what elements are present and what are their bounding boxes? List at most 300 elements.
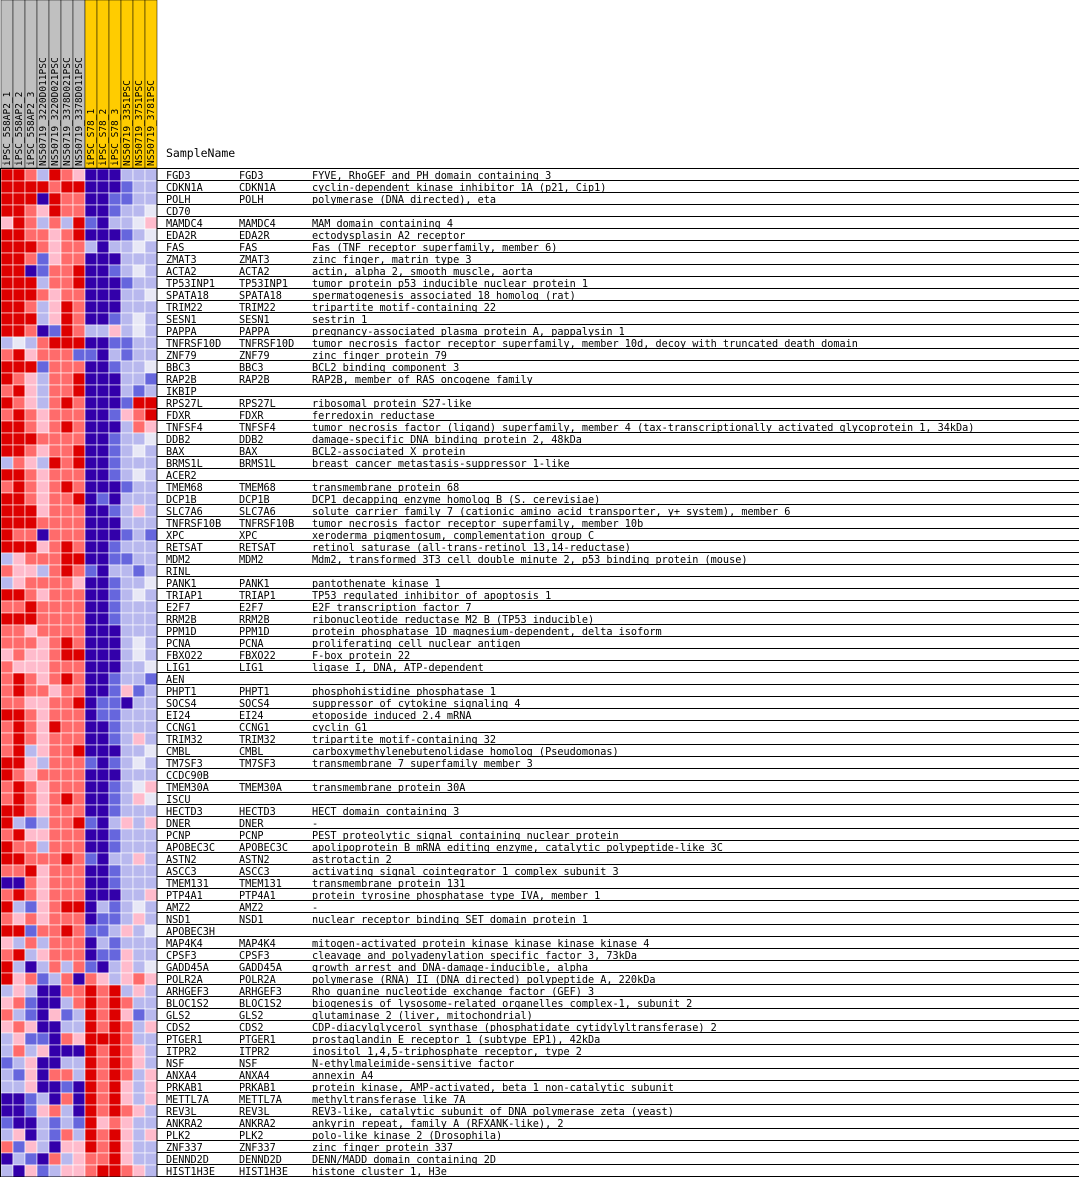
heatmap-cell bbox=[61, 625, 73, 637]
gene-description: PEST proteolytic signal containing nuclear protein bbox=[312, 831, 619, 842]
heatmap-cell bbox=[121, 589, 133, 601]
heatmap-cell bbox=[85, 421, 97, 433]
gene-description: Mdm2, transformed 3T3 cell double minute 2, p53 binding protein (mouse) bbox=[312, 555, 748, 566]
heatmap-cell bbox=[85, 217, 97, 229]
heatmap-cell bbox=[25, 1129, 37, 1141]
heatmap-cell bbox=[85, 937, 97, 949]
heatmap-cell bbox=[145, 709, 157, 721]
heatmap-cell bbox=[1, 541, 13, 553]
heatmap-cell bbox=[61, 337, 73, 349]
heatmap-cell bbox=[61, 1081, 73, 1093]
gene-description: proliferating cell nuclear antigen bbox=[312, 639, 521, 650]
heatmap-cell bbox=[145, 517, 157, 529]
heatmap-cell bbox=[13, 241, 25, 253]
heatmap-cell bbox=[109, 709, 121, 721]
heatmap-cell bbox=[61, 877, 73, 889]
heatmap-cell bbox=[145, 457, 157, 469]
heatmap-cell bbox=[85, 493, 97, 505]
heatmap-cell bbox=[25, 637, 37, 649]
heatmap-cell bbox=[73, 229, 85, 241]
heatmap-cell bbox=[37, 853, 49, 865]
heatmap-cell bbox=[133, 253, 145, 265]
heatmap-cell bbox=[121, 685, 133, 697]
heatmap-cell bbox=[13, 889, 25, 901]
heatmap-cell bbox=[61, 901, 73, 913]
heatmap-cell bbox=[37, 565, 49, 577]
heatmap-cell bbox=[61, 637, 73, 649]
heatmap-cell bbox=[13, 913, 25, 925]
heatmap-cell bbox=[1, 493, 13, 505]
heatmap-cell bbox=[1, 241, 13, 253]
heatmap-cell bbox=[1, 949, 13, 961]
heatmap-cell bbox=[121, 901, 133, 913]
gene-symbol: TNFRSF10D bbox=[166, 339, 222, 350]
heatmap-cell bbox=[1, 877, 13, 889]
gene-symbol: IKBIP bbox=[166, 387, 197, 398]
heatmap-cell bbox=[13, 313, 25, 325]
heatmap-cell bbox=[25, 277, 37, 289]
heatmap-cell bbox=[85, 469, 97, 481]
heatmap-cell bbox=[61, 985, 73, 997]
heatmap-cell bbox=[121, 1153, 133, 1165]
heatmap-cell bbox=[13, 397, 25, 409]
heatmap-cell bbox=[109, 577, 121, 589]
gene-description: cleavage and polyadenylation specific factor 3, 73kDa bbox=[312, 951, 638, 962]
heatmap-cell bbox=[109, 457, 121, 469]
heatmap-cell bbox=[145, 277, 157, 289]
gene-id: NSD1 bbox=[239, 915, 264, 926]
gene-description: tripartite motif-containing 32 bbox=[312, 735, 497, 746]
heatmap-cell bbox=[133, 805, 145, 817]
heatmap-cell bbox=[121, 925, 133, 937]
heatmap-cell bbox=[13, 361, 25, 373]
heatmap-cell bbox=[73, 805, 85, 817]
heatmap-cell bbox=[13, 985, 25, 997]
heatmap-cell bbox=[85, 685, 97, 697]
heatmap-cell bbox=[37, 985, 49, 997]
heatmap-cell bbox=[109, 901, 121, 913]
heatmap-cell bbox=[61, 565, 73, 577]
heatmap-cell bbox=[25, 769, 37, 781]
heatmap-cell bbox=[37, 553, 49, 565]
heatmap-cell bbox=[145, 1081, 157, 1093]
heatmap-cell bbox=[145, 1153, 157, 1165]
gene-description: methyltransferase like 7A bbox=[312, 1095, 466, 1106]
heatmap-cell bbox=[109, 253, 121, 265]
heatmap-cell bbox=[121, 169, 133, 181]
gene-description: damage-specific DNA binding protein 2, 48kDa bbox=[312, 435, 582, 446]
heatmap-cell bbox=[85, 853, 97, 865]
heatmap-cell bbox=[73, 841, 85, 853]
heatmap-cell bbox=[25, 241, 37, 253]
heatmap-cell bbox=[37, 1045, 49, 1057]
heatmap-cell bbox=[25, 1069, 37, 1081]
heatmap-cell bbox=[61, 577, 73, 589]
gene-id: TRIM22 bbox=[239, 303, 276, 314]
heatmap-cell bbox=[25, 805, 37, 817]
heatmap-cell bbox=[61, 169, 73, 181]
heatmap-cell bbox=[61, 481, 73, 493]
heatmap-cell bbox=[133, 901, 145, 913]
heatmap-cell bbox=[25, 829, 37, 841]
heatmap-cell bbox=[109, 865, 121, 877]
heatmap-cell bbox=[37, 637, 49, 649]
heatmap-cell bbox=[85, 1033, 97, 1045]
heatmap-cell bbox=[85, 961, 97, 973]
heatmap-cell bbox=[85, 721, 97, 733]
gene-id: DDB2 bbox=[239, 435, 264, 446]
heatmap-cell bbox=[13, 409, 25, 421]
heatmap-cell bbox=[73, 925, 85, 937]
heatmap-cell bbox=[37, 1093, 49, 1105]
heatmap-cell bbox=[109, 301, 121, 313]
gene-description: CDP-diacylglycerol synthase (phosphatidate cytidylyltransferase) 2 bbox=[312, 1023, 717, 1034]
heatmap-cell bbox=[97, 1093, 109, 1105]
heatmap-cell bbox=[1, 1093, 13, 1105]
heatmap-cell bbox=[85, 349, 97, 361]
heatmap-cell bbox=[109, 613, 121, 625]
gene-id: LIG1 bbox=[239, 663, 264, 674]
heatmap-cell bbox=[13, 529, 25, 541]
heatmap-cell bbox=[121, 997, 133, 1009]
heatmap-cell bbox=[1, 673, 13, 685]
gene-symbol: CD70 bbox=[166, 207, 191, 218]
gene-description: spermatogenesis associated 18 homolog (rat) bbox=[312, 291, 576, 302]
heatmap-cell bbox=[61, 1117, 73, 1129]
heatmap-cell bbox=[133, 265, 145, 277]
gene-id: POLH bbox=[239, 195, 264, 206]
heatmap-cell bbox=[49, 937, 61, 949]
heatmap-cell bbox=[145, 541, 157, 553]
heatmap-cell bbox=[85, 1009, 97, 1021]
gene-symbol: LIG1 bbox=[166, 663, 191, 674]
gene-id: FAS bbox=[239, 243, 258, 254]
heatmap-cell bbox=[121, 325, 133, 337]
heatmap-cell bbox=[97, 517, 109, 529]
heatmap-cell bbox=[13, 709, 25, 721]
heatmap-cell bbox=[145, 949, 157, 961]
gene-symbol: EI24 bbox=[166, 711, 191, 722]
heatmap-cell bbox=[1, 625, 13, 637]
heatmap-cell bbox=[97, 661, 109, 673]
heatmap-cell bbox=[61, 589, 73, 601]
heatmap-cell bbox=[85, 1141, 97, 1153]
heatmap-cell bbox=[13, 445, 25, 457]
heatmap-cell bbox=[49, 793, 61, 805]
heatmap-cell bbox=[73, 769, 85, 781]
heatmap-cell bbox=[109, 169, 121, 181]
heatmap-cell bbox=[109, 997, 121, 1009]
heatmap-cell bbox=[73, 181, 85, 193]
heatmap-cell bbox=[25, 889, 37, 901]
heatmap-cell bbox=[1, 469, 13, 481]
heatmap-cell bbox=[145, 769, 157, 781]
heatmap-cell bbox=[49, 1117, 61, 1129]
gene-description: astrotactin 2 bbox=[312, 855, 392, 866]
gene-symbol: ACTA2 bbox=[166, 267, 197, 278]
heatmap-cell bbox=[133, 481, 145, 493]
gene-description: N-ethylmaleimide-sensitive factor bbox=[312, 1059, 515, 1070]
heatmap-cell bbox=[145, 853, 157, 865]
heatmap-cell bbox=[97, 985, 109, 997]
heatmap-cell bbox=[73, 289, 85, 301]
heatmap-cell bbox=[61, 805, 73, 817]
heatmap-cell bbox=[61, 265, 73, 277]
heatmap-cell bbox=[1, 913, 13, 925]
gene-symbol: ARHGEF3 bbox=[166, 987, 209, 998]
heatmap-cell bbox=[121, 277, 133, 289]
heatmap-cell bbox=[97, 961, 109, 973]
heatmap-cell bbox=[133, 289, 145, 301]
heatmap-cell bbox=[97, 277, 109, 289]
gene-symbol: PTP4A1 bbox=[166, 891, 203, 902]
heatmap-cell bbox=[133, 421, 145, 433]
heatmap-cell bbox=[61, 241, 73, 253]
heatmap-cell bbox=[121, 217, 133, 229]
heatmap-cell bbox=[25, 1057, 37, 1069]
heatmap-cell bbox=[25, 349, 37, 361]
heatmap-cell bbox=[37, 217, 49, 229]
heatmap-cell bbox=[1, 805, 13, 817]
gene-symbol: RAP2B bbox=[166, 375, 197, 386]
heatmap-cell bbox=[145, 1009, 157, 1021]
heatmap-cell bbox=[109, 817, 121, 829]
gene-symbol: TP53INP1 bbox=[166, 279, 216, 290]
heatmap-cell bbox=[25, 373, 37, 385]
heatmap-cell bbox=[25, 253, 37, 265]
heatmap-cell bbox=[13, 205, 25, 217]
heatmap-cell bbox=[85, 697, 97, 709]
gene-symbol: APOBEC3C bbox=[166, 843, 216, 854]
gene-description: BCL2-associated X protein bbox=[312, 447, 466, 458]
heatmap-cell bbox=[73, 1105, 85, 1117]
heatmap-cell bbox=[37, 1033, 49, 1045]
heatmap-cell bbox=[97, 217, 109, 229]
heatmap-cell bbox=[145, 721, 157, 733]
gene-id: GLS2 bbox=[239, 1011, 264, 1022]
heatmap-cell bbox=[133, 1057, 145, 1069]
heatmap-cell bbox=[145, 1141, 157, 1153]
heatmap-cell bbox=[37, 505, 49, 517]
heatmap-cell bbox=[109, 1165, 121, 1177]
heatmap-cell bbox=[73, 517, 85, 529]
gene-description: DENN/MADD domain containing 2D bbox=[312, 1155, 497, 1166]
heatmap-cell bbox=[85, 361, 97, 373]
heatmap-cell bbox=[73, 865, 85, 877]
heatmap-cell bbox=[133, 925, 145, 937]
heatmap-cell bbox=[121, 1141, 133, 1153]
heatmap-cell bbox=[73, 193, 85, 205]
heatmap-cell bbox=[49, 949, 61, 961]
heatmap-cell bbox=[61, 1153, 73, 1165]
heatmap-cell bbox=[133, 853, 145, 865]
heatmap-cell bbox=[49, 169, 61, 181]
heatmap-cell bbox=[49, 229, 61, 241]
heatmap-cell bbox=[61, 973, 73, 985]
heatmap-cell bbox=[49, 925, 61, 937]
gene-symbol: PHPT1 bbox=[166, 687, 197, 698]
heatmap-cell bbox=[97, 997, 109, 1009]
heatmap-cell bbox=[73, 493, 85, 505]
heatmap-cell bbox=[1, 649, 13, 661]
heatmap-cell bbox=[145, 265, 157, 277]
heatmap-cell bbox=[85, 1057, 97, 1069]
heatmap-cell bbox=[73, 913, 85, 925]
heatmap-cell bbox=[109, 553, 121, 565]
heatmap-cell bbox=[97, 841, 109, 853]
heatmap-cell bbox=[133, 697, 145, 709]
heatmap-cell bbox=[49, 469, 61, 481]
gene-symbol: HECTD3 bbox=[166, 807, 203, 818]
heatmap-cell bbox=[49, 541, 61, 553]
heatmap-cell bbox=[85, 829, 97, 841]
heatmap-cell bbox=[73, 889, 85, 901]
gene-id: EDA2R bbox=[239, 231, 270, 242]
heatmap-cell bbox=[97, 781, 109, 793]
heatmap-cell bbox=[109, 745, 121, 757]
gene-id: E2F7 bbox=[239, 603, 264, 614]
gene-description: RAP2B, member of RAS oncogene family bbox=[312, 375, 533, 386]
heatmap-cell bbox=[37, 301, 49, 313]
gene-id: TRIAP1 bbox=[239, 591, 276, 602]
heatmap-cell bbox=[121, 805, 133, 817]
heatmap-cell bbox=[133, 445, 145, 457]
heatmap-cell bbox=[49, 913, 61, 925]
heatmap-cell bbox=[121, 397, 133, 409]
heatmap-cell bbox=[109, 349, 121, 361]
gene-id: RETSAT bbox=[239, 543, 276, 554]
heatmap-cell bbox=[145, 529, 157, 541]
heatmap-cell bbox=[85, 1153, 97, 1165]
heatmap-cell bbox=[61, 1045, 73, 1057]
heatmap-cell bbox=[61, 961, 73, 973]
gene-id: PPM1D bbox=[239, 627, 270, 638]
heatmap-cell bbox=[145, 1093, 157, 1105]
heatmap-cell bbox=[1, 193, 13, 205]
heatmap-cell bbox=[13, 733, 25, 745]
heatmap-cell bbox=[109, 445, 121, 457]
heatmap-cell bbox=[1, 613, 13, 625]
sample-name: NS50719_3220D021PSC bbox=[50, 57, 61, 166]
heatmap-cell bbox=[121, 1021, 133, 1033]
heatmap-cell bbox=[13, 841, 25, 853]
heatmap-cell bbox=[133, 181, 145, 193]
heatmap-cell bbox=[85, 1021, 97, 1033]
heatmap-cell bbox=[1, 481, 13, 493]
sample-header bbox=[1, 0, 157, 168]
heatmap-cell bbox=[61, 937, 73, 949]
heatmap-cell bbox=[37, 733, 49, 745]
heatmap-cell bbox=[85, 1093, 97, 1105]
heatmap-cell bbox=[145, 313, 157, 325]
heatmap-cell bbox=[97, 229, 109, 241]
heatmap-cell bbox=[109, 769, 121, 781]
heatmap-cell bbox=[25, 997, 37, 1009]
heatmap-cell bbox=[85, 793, 97, 805]
heatmap-cell bbox=[25, 961, 37, 973]
heatmap-cell bbox=[109, 1117, 121, 1129]
gene-id: APOBEC3C bbox=[239, 843, 289, 854]
heatmap-cell bbox=[97, 925, 109, 937]
gene-symbol: FDXR bbox=[166, 411, 191, 422]
heatmap-cell bbox=[85, 637, 97, 649]
heatmap-cell bbox=[145, 817, 157, 829]
gene-symbol: AEN bbox=[166, 675, 185, 686]
gene-symbol: RPS27L bbox=[166, 399, 203, 410]
heatmap-cell bbox=[85, 481, 97, 493]
heatmap-cell bbox=[13, 673, 25, 685]
gene-symbol: ANKRA2 bbox=[166, 1119, 203, 1130]
heatmap-cell bbox=[25, 409, 37, 421]
gene-description: biogenesis of lysosome-related organelles complex-1, subunit 2 bbox=[312, 999, 693, 1010]
heatmap-cell bbox=[109, 469, 121, 481]
heatmap-cell bbox=[25, 673, 37, 685]
heatmap-cell bbox=[1, 745, 13, 757]
gene-id: CDS2 bbox=[239, 1023, 264, 1034]
gene-symbol: DENND2D bbox=[166, 1155, 209, 1166]
heatmap-cell bbox=[97, 625, 109, 637]
gene-id: ASTN2 bbox=[239, 855, 270, 866]
heatmap-cell bbox=[97, 313, 109, 325]
heatmap-cell bbox=[145, 793, 157, 805]
heatmap-cell bbox=[133, 757, 145, 769]
gene-symbol: BLOC1S2 bbox=[166, 999, 209, 1010]
gene-description: cyclin G1 bbox=[312, 723, 368, 734]
heatmap-cell bbox=[13, 505, 25, 517]
heatmap-cell bbox=[13, 685, 25, 697]
heatmap-cell bbox=[145, 1105, 157, 1117]
heatmap-cell bbox=[13, 745, 25, 757]
gene-id: TNFRSF10B bbox=[239, 519, 295, 530]
heatmap-cell bbox=[37, 409, 49, 421]
heatmap-cell bbox=[73, 1033, 85, 1045]
heatmap-cell bbox=[109, 1069, 121, 1081]
heatmap-cell bbox=[61, 541, 73, 553]
heatmap-cell bbox=[73, 1057, 85, 1069]
gene-description: cyclin-dependent kinase inhibitor 1A (p21, Cip1) bbox=[312, 183, 607, 194]
gene-id: PLK2 bbox=[239, 1131, 264, 1142]
heatmap-cell bbox=[145, 841, 157, 853]
heatmap-cell bbox=[121, 193, 133, 205]
heatmap-cell bbox=[49, 481, 61, 493]
heatmap-cell bbox=[61, 1033, 73, 1045]
heatmap-cell bbox=[85, 505, 97, 517]
heatmap-cell bbox=[13, 949, 25, 961]
heatmap-cell bbox=[133, 877, 145, 889]
heatmap-cell bbox=[109, 565, 121, 577]
heatmap-cell bbox=[37, 517, 49, 529]
heatmap-cell bbox=[1, 301, 13, 313]
heatmap-cell bbox=[145, 577, 157, 589]
heatmap-cell bbox=[145, 697, 157, 709]
heatmap-cell bbox=[1, 985, 13, 997]
heatmap-cell bbox=[1, 661, 13, 673]
heatmap-cell bbox=[97, 637, 109, 649]
sample-name: iPSC_558AP2_1 bbox=[2, 91, 13, 166]
heatmap-cell bbox=[85, 673, 97, 685]
heatmap-cell bbox=[1, 1081, 13, 1093]
heatmap-cell bbox=[61, 325, 73, 337]
heatmap-cell bbox=[49, 1069, 61, 1081]
heatmap-cell bbox=[121, 709, 133, 721]
gene-symbol: TRIAP1 bbox=[166, 591, 203, 602]
heatmap-cell bbox=[121, 1057, 133, 1069]
heatmap-cell bbox=[73, 949, 85, 961]
heatmap-cell bbox=[49, 1153, 61, 1165]
heatmap-cell bbox=[25, 553, 37, 565]
heatmap-cell bbox=[121, 817, 133, 829]
heatmap-cell bbox=[97, 793, 109, 805]
